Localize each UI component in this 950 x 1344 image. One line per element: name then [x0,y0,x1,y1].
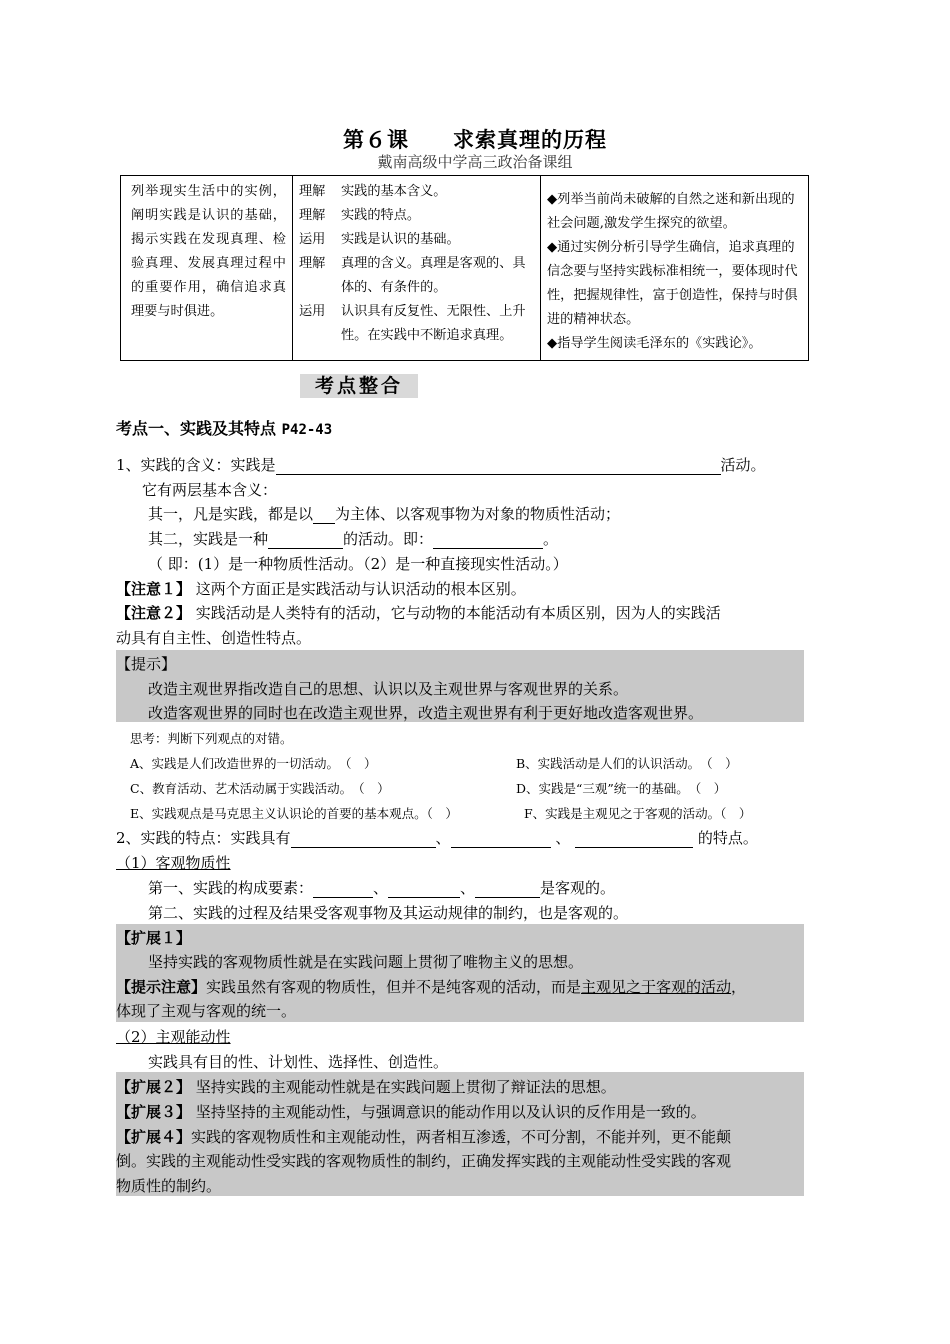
note-1: 【注意１】 这两个方面正是实践活动与认识活动的根本区别。 [116,580,526,598]
ext-4-cont: 物质性的制约。 [116,1177,222,1195]
paragraph: 实践具有目的性、计划性、选择性、创造性。 [148,1053,449,1071]
tip-label: 【提示】 [116,655,177,673]
subheading: （1）客观物质性 [116,854,231,872]
fill-blank[interactable] [276,458,721,475]
paragraph: 它有两层基本含义： [142,481,278,499]
tip-note-cont: 体现了主观与客观的统一。 [116,1002,297,1020]
requirement-item: 理解 实践的基本含义。 [299,184,447,199]
think-item-d: D、实践是“三观”统一的基础。 （ ） [516,781,727,796]
fill-blank[interactable] [268,532,343,549]
ext-label: 【扩展１】 [116,929,192,947]
fill-blank[interactable] [475,881,540,898]
tip-note: 【提示注意】实践虽然有客观的物质性，但并不是纯客观的活动，而是主观见之于客观的活动， [116,978,747,996]
tip-line: 改造客观世界的同时也在改造主观世界，改造主观世界有利于更好地改造客观世界。 [148,704,704,722]
practice-definition: 1、实践的含义：实践是 活动。 [116,456,766,474]
section-banner: 考点整合 [300,374,418,398]
think-item-b: B、实践活动是人们的认识活动。 （ ） [516,756,738,771]
objectives-requirements [293,176,541,361]
ext-3: 【扩展３】 坚持坚持的主观能动性，与强调意识的能动作用以及认识的反作用是一致的。 [116,1103,706,1121]
think-item-a: A、实践是人们改造世界的一切活动。 （ ） [130,756,377,771]
fill-blank[interactable] [433,532,543,549]
goal-item: ◆指导学生阅读毛泽东的《实践论》。 [547,336,762,351]
fill-blank[interactable] [575,831,693,848]
paragraph: （ 即：(1）是一种物质性活动。（2）是一种直接现实性活动。） [148,555,568,573]
page-title: 第６课 求索真理的历程 [343,128,607,152]
goal-item: ◆列举当前尚未破解的自然之迷和新出现的社会问题,激发学生探究的欲望。 [547,192,795,231]
fill-blank[interactable] [291,831,436,848]
note-2: 【注意２】 实践活动是人类特有的活动，它与动物的本能活动有本质区别，因为人的实践活 [116,604,721,622]
note-2-cont: 动具有自主性、创造性特点。 [116,629,312,647]
objectives-overview: 列举现实生活中的实例，阐明实践是认识的基础，揭示实践在发现真理、检验真理、发展真理过程中的重要作用，确信追求真理要与时俱进。 [121,176,293,361]
section-heading: 考点一、实践及其特点 P42-43 [116,419,333,438]
requirement-item: 理解 真理的含义。真理是客观的、具体的、有条件的。 [299,256,526,295]
fill-blank[interactable] [451,831,551,848]
paragraph: 其二，实践是一种 的活动。即： 。 [148,530,559,548]
practice-features: 2、实践的特点：实践具有 、 、 的特点。 [116,829,758,847]
ext-2: 【扩展２】 坚持实践的主观能动性就是在实践问题上贯彻了辩证法的思想。 [116,1078,616,1096]
objectives-table [120,175,809,361]
ext-4: 【扩展４】实践的客观物质性和主观能动性，两者相互渗透，不可分割，不能并列，更不能颠 [116,1128,732,1146]
requirement-item: 理解 实践的特点。 [299,208,421,223]
objectives-goals [541,176,809,361]
page-subtitle: 戴南高级中学高三政治备课组 [377,153,573,171]
requirement-item: 运用 实践是认识的基础。 [299,232,460,247]
paragraph: 第一、实践的构成要素： 、 、 是客观的。 [148,879,616,897]
goal-item: ◆通过实例分析引导学生确信，追求真理的信念要与坚持实践标准相统一，要体现时代性，把握规律性，富于创造性，保持与时俱进的精神状态。 [547,240,798,327]
requirement-item: 运用 认识具有反复性、无限性、上升性。在实践中不断追求真理。 [299,304,526,343]
tip-line: 改造主观世界指改造自己的思想、认识以及主观世界与客观世界的关系。 [148,680,629,698]
think-item-e: E、实践观点是马克思主义认识论的首要的基本观点。（ ） [130,806,458,821]
fill-blank[interactable] [313,881,373,898]
think-title: 思考：判断下列观点的对错。 [130,731,293,746]
think-item-f: F、实践是主观见之于客观的活动。（ ） [524,806,752,821]
paragraph: 第二、实践的过程及结果受客观事物及其运动规律的制约，也是客观的。 [148,904,629,922]
fill-blank[interactable] [313,507,335,524]
fill-blank[interactable] [388,881,460,898]
ext-text: 坚持实践的客观物质性就是在实践问题上贯彻了唯物主义的思想。 [148,953,584,971]
paragraph: 其一，凡是实践，都是以 为主体、以客观事物为对象的物质性活动； [148,505,621,523]
think-item-c: C、教育活动、艺术活动属于实践活动。 （ ） [130,781,390,796]
subheading: （2）主观能动性 [116,1028,231,1046]
ext-4-cont: 倒。实践的主观能动性受实践的客观物质性的制约，正确发挥实践的主观能动性受实践的客观 [116,1152,732,1170]
